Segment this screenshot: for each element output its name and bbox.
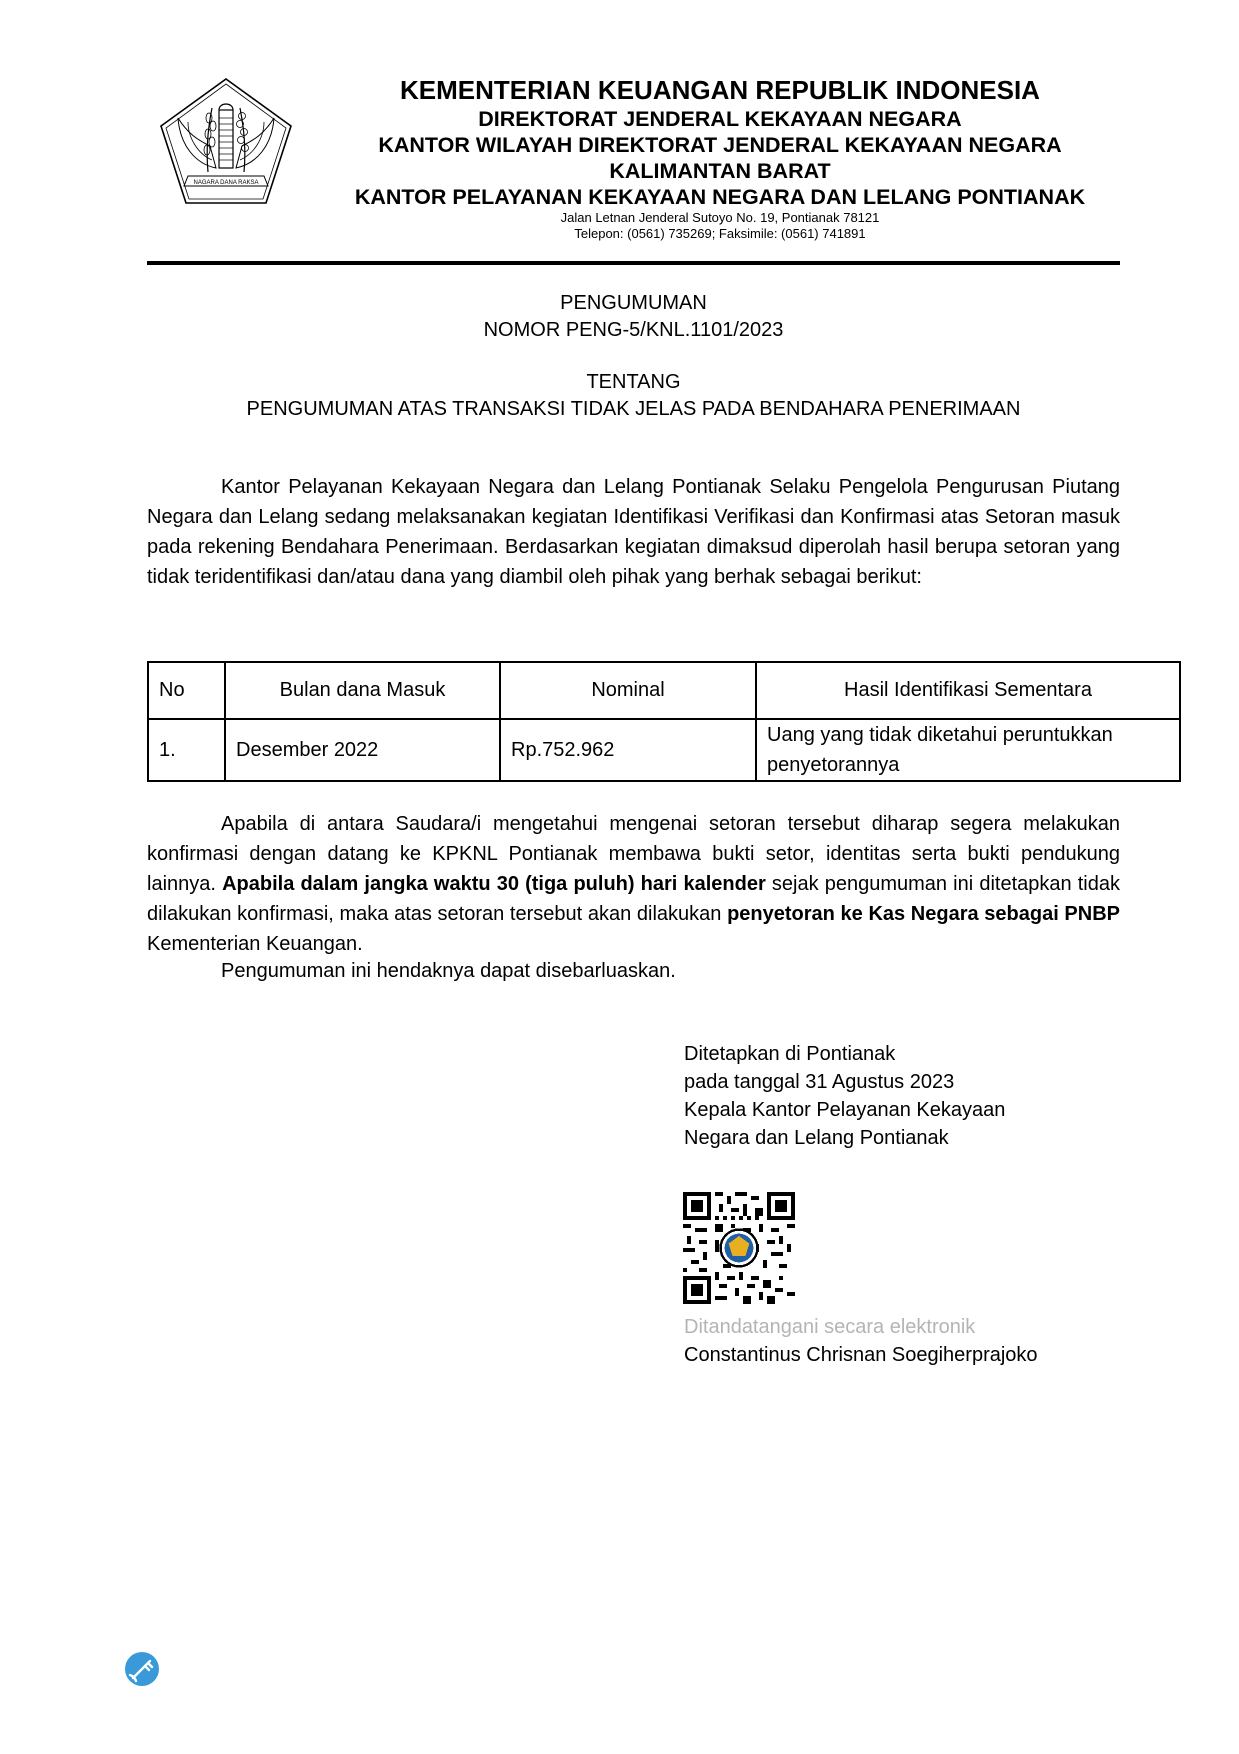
letterhead-divider [147, 261, 1120, 265]
confirmation-text-3: Kementerian Keuangan. [147, 933, 363, 955]
confirmation-text-1: Apabila di antara Saudara/i mengetahui mengenai setoran tersebut diharap segera melakukan konfirmasi dengan datang ke KPKNL Pontianak membawa bukti setor, identitas serta bukti pendukung lainnya. [147, 813, 1120, 895]
letterhead [300, 74, 1140, 242]
confirmation-text-2: sejak pengumuman ini ditetapkan tidak dilakukan konfirmasi, maka atas setoran tersebut akan dilakukan [147, 873, 1121, 925]
transaction-table [147, 661, 1181, 782]
document-heading: PENGUMUMAN [560, 292, 707, 314]
bsre-pen-icon [124, 1651, 160, 1687]
signature-date: pada tanggal 31 Agustus 2023 [684, 1071, 955, 1093]
qr-code-icon [683, 1192, 795, 1304]
closing-paragraph [147, 956, 1120, 986]
document-subject: PENGUMUMAN ATAS TRANSAKSI TIDAK JELAS PADA BENDAHARA PENERIMAAN [246, 398, 1021, 420]
col-header-no: No [148, 662, 225, 719]
deadline-emphasis: Apabila dalam jangka waktu 30 (tiga puluh) hari kalender [222, 873, 766, 895]
intro-paragraph-text: Kantor Pelayanan Kekayaan Negara dan Lelang Pontianak Selaku Pengelola Pengurusan Piutang Negara dan Lelang sedang melaksanakan kegiatan Identifikasi Verifikasi dan Konfirmasi atas Setoran masuk pada rekening Bendahara Penerimaan. Berdasarkan kegiatan dimaksud diperolah hasil berupa setoran yang tidak teridentifikasi dan/atau dana yang diambil oleh pihak yang berhak sebagai berikut: [147, 476, 1120, 588]
office-name: KANTOR PELAYANAN KEKAYAAN NEGARA DAN LELANG PONTIANAK [354, 185, 1086, 209]
regional-office-name: KANTOR WILAYAH DIREKTORAT JENDERAL KEKAYAAN NEGARA [378, 133, 1062, 157]
col-header-nominal: Nominal [500, 662, 756, 719]
region-name: KALIMANTAN BARAT [609, 159, 831, 183]
signer-position-1: Kepala Kantor Pelayanan Kekayaan [684, 1099, 1006, 1121]
signer-name: Constantinus Chrisnan Soegiherprajoko [684, 1344, 1038, 1366]
cell-no: 1. [148, 719, 225, 781]
pnbp-emphasis: penyetoran ke Kas Negara sebagai PNBP [727, 903, 1121, 925]
col-header-month: Bulan dana Masuk [225, 662, 500, 719]
signer-position-2: Negara dan Lelang Pontianak [684, 1127, 949, 1149]
signature-place: Ditetapkan di Pontianak [684, 1043, 896, 1065]
kemenkeu-emblem-icon [158, 76, 294, 206]
about-label: TENTANG [586, 371, 681, 393]
intro-paragraph [147, 472, 1120, 592]
table-row [148, 719, 1180, 781]
cell-nominal: Rp.752.962 [500, 719, 756, 781]
ministry-name: KEMENTERIAN KEUANGAN REPUBLIK INDONESIA [400, 75, 1040, 105]
office-address: Jalan Letnan Jenderal Sutoyo No. 19, Pontianak 78121 [560, 210, 880, 225]
electronic-signature-note: Ditandatangani secara elektronik [684, 1316, 976, 1338]
office-contact: Telepon: (0561) 735269; Faksimile: (0561) 741891 [574, 226, 866, 241]
col-header-identification: Hasil Identifikasi Sementara [756, 662, 1180, 719]
closing-text: Pengumuman ini hendaknya dapat disebarluaskan. [221, 960, 676, 982]
directorate-name: DIREKTORAT JENDERAL KEKAYAAN NEGARA [478, 107, 962, 131]
logo-motto: NAGARA DANA RAKSA [193, 180, 259, 186]
document-number: NOMOR PENG-5/KNL.1101/2023 [483, 319, 784, 341]
confirmation-paragraph [147, 809, 1120, 959]
cell-month: Desember 2022 [225, 719, 500, 781]
table-header-row [148, 662, 1180, 719]
cell-identification: Uang yang tidak diketahui peruntukkan penyetorannya [756, 719, 1180, 781]
